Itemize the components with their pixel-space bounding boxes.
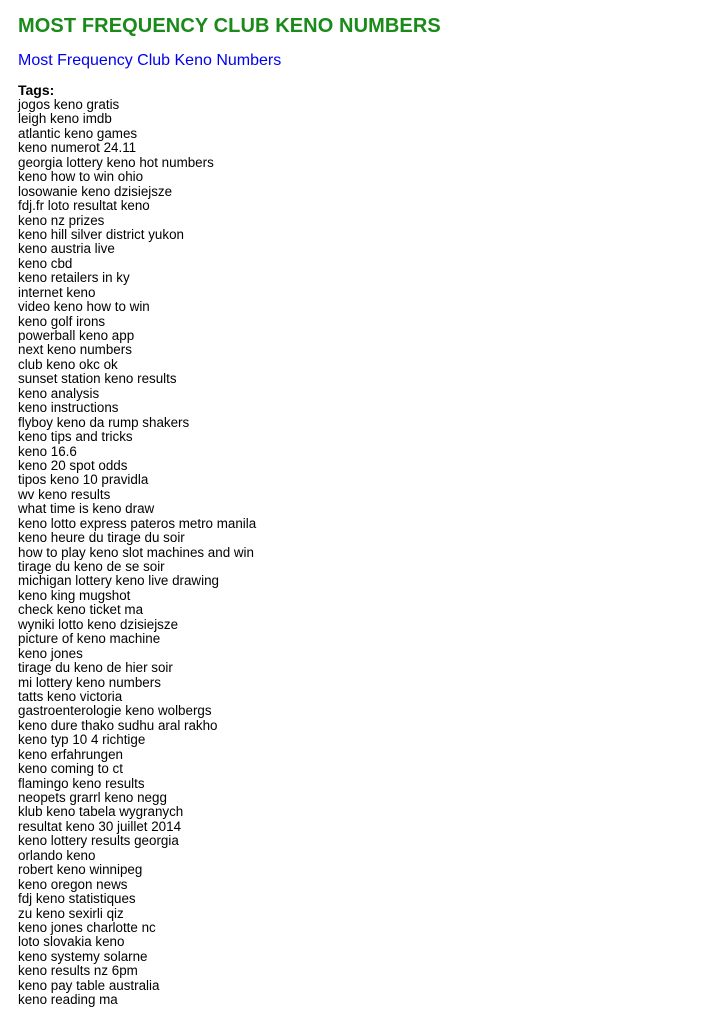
tag-item: keno jones charlotte nc bbox=[18, 919, 156, 935]
tag-item: wv keno results bbox=[18, 486, 111, 502]
tag-item: leigh keno imdb bbox=[18, 111, 112, 127]
tag-item: tipos keno 10 pravidla bbox=[18, 472, 149, 488]
tag-item: keno erfahrungen bbox=[18, 746, 123, 762]
tag-item: fdj.fr loto resultat keno bbox=[18, 198, 150, 214]
tag-item: tirage du keno de se soir bbox=[18, 559, 165, 574]
tag-item: picture of keno machine bbox=[18, 631, 161, 647]
tag-item: losowanie keno dzisiejsze bbox=[18, 183, 173, 199]
tag-item: what time is keno draw bbox=[18, 501, 155, 517]
page-title: MOST FREQUENCY CLUB KENO NUMBERS bbox=[18, 15, 441, 37]
tag-list bbox=[18, 98, 715, 1008]
page-content bbox=[18, 13, 715, 1008]
tag-item: keno systemy solarne bbox=[18, 948, 148, 964]
tag-item: resultat keno 30 juillet 2014 bbox=[18, 818, 182, 834]
tag-item: robert keno winnipeg bbox=[18, 862, 143, 878]
tag-item: keno analysis bbox=[18, 385, 100, 401]
subtitle-link[interactable]: Most Frequency Club Keno Numbers bbox=[18, 52, 282, 69]
tag-item: keno 20 spot odds bbox=[18, 457, 128, 473]
tag-item: keno instructions bbox=[18, 400, 119, 416]
tag-item: flyboy keno da rump shakers bbox=[18, 414, 190, 430]
tag-item: keno reading ma bbox=[18, 992, 118, 1008]
tag-item: next keno numbers bbox=[18, 342, 132, 358]
tag-item: keno heure du tirage du soir bbox=[18, 530, 185, 546]
tag-item: keno lotto express pateros metro manila bbox=[18, 515, 257, 531]
tag-item: internet keno bbox=[18, 284, 96, 300]
tag-item: fdj keno statistiques bbox=[18, 891, 136, 907]
tag-item: keno retailers in ky bbox=[18, 270, 130, 286]
tag-item: keno typ 10 4 richtige bbox=[18, 732, 146, 748]
tag-item: neopets grarrl keno negg bbox=[18, 790, 167, 805]
tag-item: keno king mugshot bbox=[18, 587, 131, 603]
tag-item: gastroenterologie keno wolbergs bbox=[18, 703, 212, 719]
tag-item: tatts keno victoria bbox=[18, 688, 123, 704]
tag-item: tirage du keno de hier soir bbox=[18, 660, 173, 676]
tag-item: wyniki lotto keno dzisiejsze bbox=[18, 616, 179, 632]
tag-item: mi lottery keno numbers bbox=[18, 674, 161, 690]
tag-item: keno austria live bbox=[18, 241, 115, 257]
tag-item: keno oregon news bbox=[18, 876, 128, 892]
tag-item: michigan lottery keno live drawing bbox=[18, 573, 219, 589]
tag-item: video keno how to win bbox=[18, 299, 150, 315]
tag-item: club keno okc ok bbox=[18, 356, 118, 372]
tag-item: jogos keno gratis bbox=[18, 97, 120, 112]
tag-item: how to play keno slot machines and win bbox=[18, 544, 254, 560]
tag-item: keno dure thako sudhu aral rakho bbox=[18, 717, 218, 733]
tags-label: Tags: bbox=[18, 82, 55, 98]
tag-item: keno jones bbox=[18, 645, 83, 661]
tag-item: flamingo keno results bbox=[18, 775, 145, 791]
tag-item: keno hill silver district yukon bbox=[18, 226, 184, 242]
tag-item: orlando keno bbox=[18, 847, 96, 863]
tag-item: atlantic keno games bbox=[18, 125, 138, 141]
tag-item: keno cbd bbox=[18, 255, 73, 271]
tag-item: keno tips and tricks bbox=[18, 429, 133, 445]
tag-item: keno coming to ct bbox=[18, 761, 123, 777]
tag-item: powerball keno app bbox=[18, 328, 135, 343]
tag-item: klub keno tabela wygranych bbox=[18, 804, 184, 820]
tag-item: georgia lottery keno hot numbers bbox=[18, 154, 214, 170]
tag-item: sunset station keno results bbox=[18, 371, 177, 387]
tag-item: keno golf irons bbox=[18, 313, 106, 329]
tag-item: keno how to win ohio bbox=[18, 169, 144, 185]
tag-item: keno lottery results georgia bbox=[18, 833, 179, 849]
tag-item: keno numerot 24.11 bbox=[18, 140, 137, 156]
tag-item: keno pay table australia bbox=[18, 977, 160, 993]
tag-item: loto slovakia keno bbox=[18, 934, 125, 950]
tag-item: keno nz prizes bbox=[18, 212, 105, 228]
tag-item: keno results nz 6pm bbox=[18, 963, 138, 979]
tag-item: check keno ticket ma bbox=[18, 602, 144, 618]
tag-item: keno 16.6 bbox=[18, 443, 77, 459]
tag-item: zu keno sexirli qiz bbox=[18, 905, 124, 921]
